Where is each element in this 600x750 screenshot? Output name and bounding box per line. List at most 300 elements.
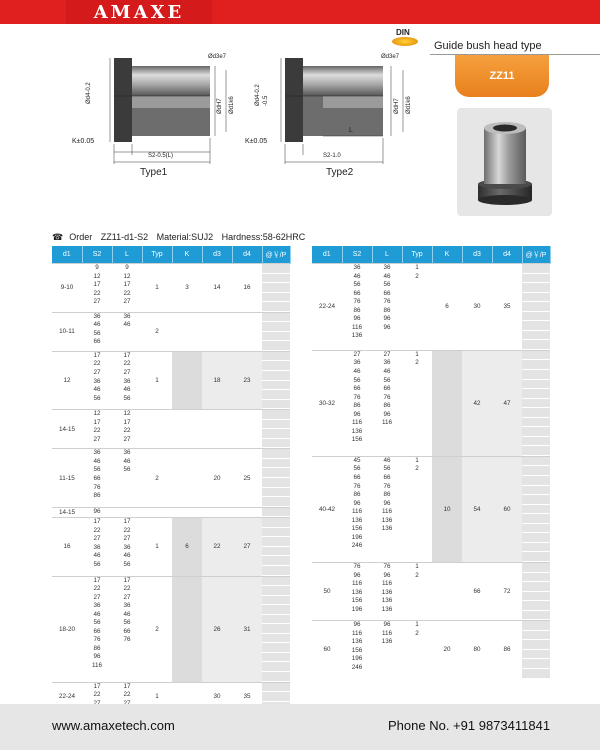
cell-l-value: 22 xyxy=(123,691,131,699)
cell-l xyxy=(112,507,142,518)
brand-logo xyxy=(66,0,212,24)
cell-d3: 30 xyxy=(202,682,232,711)
cell-s2-value: 116 xyxy=(351,419,363,427)
price-slot xyxy=(262,420,290,430)
cell-s2-value: 76 xyxy=(353,482,361,490)
cell-s2-value: 56 xyxy=(93,560,101,568)
cell-l xyxy=(112,449,142,507)
cell-s2-value: 27 xyxy=(93,435,101,443)
product-code-tab xyxy=(455,55,549,97)
type1-dh7-label: ØdH7 xyxy=(217,98,223,114)
cell-l-value: 96 xyxy=(383,315,391,323)
cell-d1: 60 xyxy=(312,621,342,679)
table-row xyxy=(52,312,290,351)
cell-l-value: 36 xyxy=(123,377,131,385)
type1-label: Type1 xyxy=(140,167,168,178)
cell-s2 xyxy=(342,562,372,620)
cell-l-value: 66 xyxy=(383,385,391,393)
price-slot xyxy=(522,457,550,467)
cell-d3: 54 xyxy=(462,456,492,562)
price-slot xyxy=(522,486,550,496)
col-typ: Typ xyxy=(142,246,172,264)
cell-s2-value: 36 xyxy=(93,602,101,610)
cell-s2 xyxy=(82,264,112,313)
cell-s2-value: 96 xyxy=(353,499,361,507)
price-slot xyxy=(522,582,550,592)
price-slot xyxy=(262,528,290,538)
cell-d1: 11-15 xyxy=(52,449,82,507)
cell-s2-value: 56 xyxy=(353,281,361,289)
cell-s2 xyxy=(82,410,112,449)
cell-k: 3 xyxy=(172,264,202,313)
cell-l-value: 17 xyxy=(123,518,131,526)
cell-l-value: 46 xyxy=(123,457,131,465)
table-row xyxy=(52,576,290,682)
price-slot xyxy=(262,692,290,702)
cell-d4: 16 xyxy=(232,264,262,313)
cell-l xyxy=(112,410,142,449)
cell-l-value: 27 xyxy=(123,535,131,543)
price-slot xyxy=(522,659,550,669)
cell-l-value: 12 xyxy=(123,272,131,280)
cell-l-value: 76 xyxy=(383,393,391,401)
cell-l-value: 17 xyxy=(123,281,131,289)
cell-s2 xyxy=(82,507,112,518)
cell-price xyxy=(262,312,290,351)
price-slot xyxy=(262,429,290,439)
cell-price xyxy=(262,518,290,576)
cell-price xyxy=(522,350,550,456)
cell-l-value: 46 xyxy=(123,386,131,394)
price-slot xyxy=(522,524,550,534)
table-row xyxy=(52,449,290,507)
cell-d1: 10-11 xyxy=(52,312,82,351)
col-l: L xyxy=(372,246,402,264)
cell-s2-value: 12 xyxy=(93,410,101,418)
cell-s2 xyxy=(82,518,112,576)
cell-k xyxy=(172,410,202,449)
cell-s2-value: 46 xyxy=(93,457,101,465)
price-slot xyxy=(522,495,550,505)
cell-typ xyxy=(402,350,432,456)
price-slot xyxy=(522,437,550,447)
cell-s2-value: 156 xyxy=(351,436,363,444)
cell-s2-value: 36 xyxy=(93,543,101,551)
table-header-row xyxy=(312,246,550,264)
price-slot xyxy=(262,653,290,663)
price-slot xyxy=(262,624,290,634)
cell-l-value: 46 xyxy=(383,368,391,376)
cell-price xyxy=(262,449,290,507)
cell-s2-value: 27 xyxy=(93,535,101,543)
cell-s2-value: 22 xyxy=(93,427,101,435)
hardness: Hardness:58-62HRC xyxy=(221,232,306,242)
cell-d4: 35 xyxy=(232,682,262,711)
cell-l-value: 56 xyxy=(123,466,131,474)
price-slot xyxy=(262,400,290,410)
product-subtitle: Guide bush head type xyxy=(434,40,542,52)
cell-k: 20 xyxy=(432,621,462,679)
type2-dh7-label: ØdH7 xyxy=(394,98,400,114)
price-slot xyxy=(262,274,290,284)
cell-l-value: 27 xyxy=(123,435,131,443)
cell-s2-value: 66 xyxy=(93,475,101,483)
price-slot xyxy=(522,552,550,562)
cell-typ-value: 2 xyxy=(415,629,419,637)
cell-d4 xyxy=(232,312,262,351)
cell-d4: 23 xyxy=(232,351,262,409)
cell-d4: 35 xyxy=(492,264,522,351)
cell-l-value: 27 xyxy=(383,350,391,358)
cell-s2-value: 116 xyxy=(351,323,363,331)
cell-l-value: 36 xyxy=(383,264,391,271)
cell-d4: 60 xyxy=(492,456,522,562)
cell-l-value: 76 xyxy=(383,482,391,490)
cell-d1: 18-20 xyxy=(52,576,82,682)
spec-table-left xyxy=(52,246,291,711)
cell-l-value: 136 xyxy=(381,588,393,596)
cell-d3: 42 xyxy=(462,350,492,456)
price-slot xyxy=(262,322,290,332)
cell-s2-value: 17 xyxy=(93,351,101,359)
cell-s2-value: 36 xyxy=(353,264,361,271)
cell-l-value: 36 xyxy=(123,449,131,457)
price-slot xyxy=(262,605,290,615)
cell-s2-value: 17 xyxy=(93,518,101,526)
cell-d4: 27 xyxy=(232,518,262,576)
type2-label: Type2 xyxy=(326,167,354,178)
cell-typ xyxy=(402,456,432,562)
price-slot xyxy=(262,662,290,672)
price-slot xyxy=(262,643,290,653)
cell-k xyxy=(172,351,202,409)
cell-s2-value: 116 xyxy=(351,629,363,637)
cell-s2-value: 116 xyxy=(91,661,103,669)
table-row xyxy=(52,410,290,449)
cell-s2-value: 36 xyxy=(93,377,101,385)
cell-s2-value: 66 xyxy=(93,338,101,346)
cell-l-value: 136 xyxy=(381,525,393,533)
cell-l-value: 76 xyxy=(383,298,391,306)
cell-l-value: 36 xyxy=(123,602,131,610)
footer-website[interactable]: www.amaxetech.com xyxy=(52,718,175,733)
table-row xyxy=(312,350,550,456)
cell-typ: 1 xyxy=(142,264,172,313)
cell-l-value: 46 xyxy=(123,610,131,618)
cell-l-value: 76 xyxy=(383,562,391,570)
cell-s2-value: 27 xyxy=(93,593,101,601)
col-d1: d1 xyxy=(52,246,82,264)
col-price: @￥/P xyxy=(262,246,290,264)
cell-typ-value: 2 xyxy=(415,272,419,280)
price-slot xyxy=(522,370,550,380)
cell-s2-value: 27 xyxy=(93,298,101,306)
table-row xyxy=(312,621,550,679)
cell-d3: 30 xyxy=(462,264,492,351)
cell-s2-value: 136 xyxy=(351,588,363,596)
price-slot xyxy=(522,466,550,476)
price-slot xyxy=(262,302,290,312)
table-row xyxy=(52,264,290,313)
phone-icon: ☎ xyxy=(52,232,64,242)
cell-typ xyxy=(142,410,172,449)
cell-l-value: 17 xyxy=(123,576,131,584)
price-slot xyxy=(522,293,550,303)
cell-l-value: 17 xyxy=(123,351,131,359)
cell-s2-value: 86 xyxy=(93,644,101,652)
cell-d1: 12 xyxy=(52,351,82,409)
type1-d4-label: Ød4-0.2 xyxy=(86,82,92,104)
price-slot xyxy=(522,302,550,312)
cell-k: 6 xyxy=(432,264,462,351)
cell-l xyxy=(112,312,142,351)
cell-l-value: 66 xyxy=(383,289,391,297)
price-slot xyxy=(522,446,550,456)
guide-bush-photo-icon xyxy=(457,108,552,216)
cell-typ: 1 xyxy=(142,518,172,576)
cell-s2-value: 156 xyxy=(351,525,363,533)
price-slot xyxy=(262,293,290,303)
cell-l-value: 17 xyxy=(123,682,131,690)
cell-l-value: 17 xyxy=(123,418,131,426)
cell-s2-value: 17 xyxy=(93,418,101,426)
type2-k-label: K±0.05 xyxy=(245,138,268,145)
price-slot xyxy=(522,360,550,370)
type1-section-diagram xyxy=(70,40,240,175)
cell-l-value: 116 xyxy=(381,580,393,588)
cell-s2-value: 56 xyxy=(93,466,101,474)
cell-s2-value: 156 xyxy=(351,597,363,605)
cell-l-value: 86 xyxy=(383,306,391,314)
cell-s2-value: 22 xyxy=(93,585,101,593)
cell-l-value: 36 xyxy=(383,359,391,367)
cell-s2-value: 136 xyxy=(351,516,363,524)
cell-price xyxy=(522,621,550,679)
col-d4: d4 xyxy=(232,246,262,264)
type2-l-label: L xyxy=(349,127,353,134)
price-slot xyxy=(262,478,290,488)
price-slot xyxy=(262,410,290,420)
type1-d3-label: Ød3e7 xyxy=(208,54,227,60)
cell-s2-value: 46 xyxy=(93,610,101,618)
cell-l-value: 96 xyxy=(383,410,391,418)
cell-d1: 40-42 xyxy=(312,456,342,562)
cell-d3 xyxy=(202,312,232,351)
cell-s2-value: 12 xyxy=(93,272,101,280)
price-slot xyxy=(522,389,550,399)
cell-s2-value: 76 xyxy=(353,562,361,570)
price-slot xyxy=(522,351,550,361)
cell-l-value: 66 xyxy=(383,474,391,482)
cell-s2-value: 22 xyxy=(93,526,101,534)
price-slot xyxy=(262,264,290,274)
type1-d1k6-label: Ød1k6 xyxy=(229,96,235,114)
price-slot xyxy=(262,615,290,625)
cell-l-value: 96 xyxy=(383,323,391,331)
cell-typ-value: 2 xyxy=(415,359,419,367)
type2-s2-label: S2-1.0 xyxy=(323,153,341,159)
din-badge: DIN xyxy=(396,28,410,37)
price-slot xyxy=(262,313,290,323)
price-slot xyxy=(522,331,550,341)
col-d1: d1 xyxy=(312,246,342,264)
price-slot xyxy=(522,380,550,390)
cell-typ: 1 xyxy=(142,351,172,409)
cell-s2-value: 46 xyxy=(353,368,361,376)
price-slot xyxy=(262,683,290,693)
brand-logo-text: AMAXE xyxy=(93,1,185,23)
cell-typ-value: 1 xyxy=(415,562,419,570)
price-slot xyxy=(262,596,290,606)
cell-s2 xyxy=(342,350,372,456)
cell-d1: 50 xyxy=(312,562,342,620)
product-photo xyxy=(457,108,552,216)
cell-d1: 14-15 xyxy=(52,410,82,449)
cell-l-value: 36 xyxy=(123,543,131,551)
price-slot xyxy=(522,427,550,437)
cell-s2-value: 17 xyxy=(93,281,101,289)
cell-s2-value: 116 xyxy=(351,580,363,588)
cell-s2-value: 96 xyxy=(353,315,361,323)
cell-d3: 66 xyxy=(462,562,492,620)
cell-s2-value: 76 xyxy=(353,298,361,306)
cell-typ-value: 2 xyxy=(415,571,419,579)
cell-s2-value: 96 xyxy=(353,571,361,579)
cell-price xyxy=(262,264,290,313)
cell-d1: 16 xyxy=(52,518,82,576)
cell-d3: 80 xyxy=(462,621,492,679)
price-slot xyxy=(262,390,290,400)
table-header-row xyxy=(52,246,290,264)
price-slot xyxy=(262,672,290,682)
cell-l-value: 46 xyxy=(383,456,391,464)
cell-s2-value: 136 xyxy=(351,638,363,646)
cell-k xyxy=(172,449,202,507)
cell-s2-value: 22 xyxy=(93,289,101,297)
price-slot xyxy=(262,371,290,381)
cell-l-value: 27 xyxy=(123,593,131,601)
type1-drawing xyxy=(70,40,240,175)
cell-d3: 22 xyxy=(202,518,232,576)
price-slot xyxy=(262,381,290,391)
cell-s2-value: 196 xyxy=(351,605,363,613)
price-slot xyxy=(522,283,550,293)
price-slot xyxy=(262,518,290,528)
cell-l xyxy=(372,264,402,351)
type2-d1k6-label: Ød1k6 xyxy=(406,96,412,114)
price-slot xyxy=(262,361,290,371)
cell-typ xyxy=(402,562,432,620)
cell-d1: 22-24 xyxy=(52,682,82,711)
cell-l-value: 36 xyxy=(123,312,131,320)
type2-section-diagram xyxy=(245,40,420,175)
cell-s2-value: 46 xyxy=(93,386,101,394)
cell-l-value: 96 xyxy=(383,621,391,629)
cell-price xyxy=(522,456,550,562)
cell-d1: 22-24 xyxy=(312,264,342,351)
price-slot xyxy=(262,497,290,507)
price-slot xyxy=(522,321,550,331)
cell-d1: 14-15 xyxy=(52,507,82,518)
cell-price xyxy=(262,351,290,409)
cell-l-value: 56 xyxy=(383,465,391,473)
cell-s2-value: 196 xyxy=(351,655,363,663)
cell-s2-value: 96 xyxy=(93,507,101,515)
cell-s2-value: 136 xyxy=(351,427,363,435)
cell-k xyxy=(432,350,462,456)
price-slot xyxy=(262,556,290,566)
cell-s2 xyxy=(82,576,112,682)
cell-s2-value: 17 xyxy=(93,576,101,584)
cell-typ-value: 1 xyxy=(415,264,419,271)
cell-d3: 14 xyxy=(202,264,232,313)
cell-s2-value: 56 xyxy=(93,619,101,627)
price-slot xyxy=(522,264,550,274)
cell-s2-value: 76 xyxy=(93,636,101,644)
price-slot xyxy=(262,488,290,498)
cell-s2-value: 86 xyxy=(93,492,101,500)
cell-s2-value: 45 xyxy=(353,456,361,464)
price-slot xyxy=(522,514,550,524)
price-slot xyxy=(522,399,550,409)
col-typ: Typ xyxy=(402,246,432,264)
cell-l-value: 22 xyxy=(123,585,131,593)
cell-d3 xyxy=(202,507,232,518)
cell-s2 xyxy=(342,264,372,351)
cell-l-value: 136 xyxy=(381,597,393,605)
cell-s2-value: 17 xyxy=(93,682,101,690)
cell-typ: 1 xyxy=(142,682,172,711)
cell-l-value: 56 xyxy=(123,394,131,402)
cell-s2-value: 86 xyxy=(353,491,361,499)
col-price: @￥/P xyxy=(522,246,550,264)
table-row xyxy=(52,351,290,409)
cell-l xyxy=(112,576,142,682)
price-slot xyxy=(262,508,290,518)
table-row xyxy=(312,456,550,562)
col-k: K xyxy=(172,246,202,264)
cell-s2-value: 36 xyxy=(353,359,361,367)
cell-l-value: 27 xyxy=(123,298,131,306)
cell-l-value: 116 xyxy=(381,419,393,427)
cell-k xyxy=(172,576,202,682)
price-slot xyxy=(262,634,290,644)
spec-table-right xyxy=(312,246,551,679)
cell-l-value: 27 xyxy=(123,369,131,377)
price-slot xyxy=(522,621,550,631)
col-k: K xyxy=(432,246,462,264)
price-slot xyxy=(522,408,550,418)
cell-s2-value: 66 xyxy=(93,627,101,635)
cell-d3: 18 xyxy=(202,351,232,409)
cell-l-value: 56 xyxy=(123,619,131,627)
cell-s2-value: 46 xyxy=(353,272,361,280)
price-slot xyxy=(262,439,290,449)
material: Material:SUJ2 xyxy=(156,232,214,242)
type2-d3-label: Ød3e7 xyxy=(381,54,400,60)
type2-drawing xyxy=(245,40,420,175)
cell-s2-value: 96 xyxy=(93,653,101,661)
table-row xyxy=(312,562,550,620)
type1-s2-label: S2-0.5(L) xyxy=(148,153,174,159)
cell-l-value: 96 xyxy=(383,499,391,507)
cell-s2-value: 9 xyxy=(95,264,99,271)
cell-d4 xyxy=(232,410,262,449)
type2-d4-label: Ød4-0.2 xyxy=(255,84,261,106)
cell-s2-value: 46 xyxy=(93,321,101,329)
price-slot xyxy=(262,468,290,478)
cell-s2 xyxy=(82,312,112,351)
